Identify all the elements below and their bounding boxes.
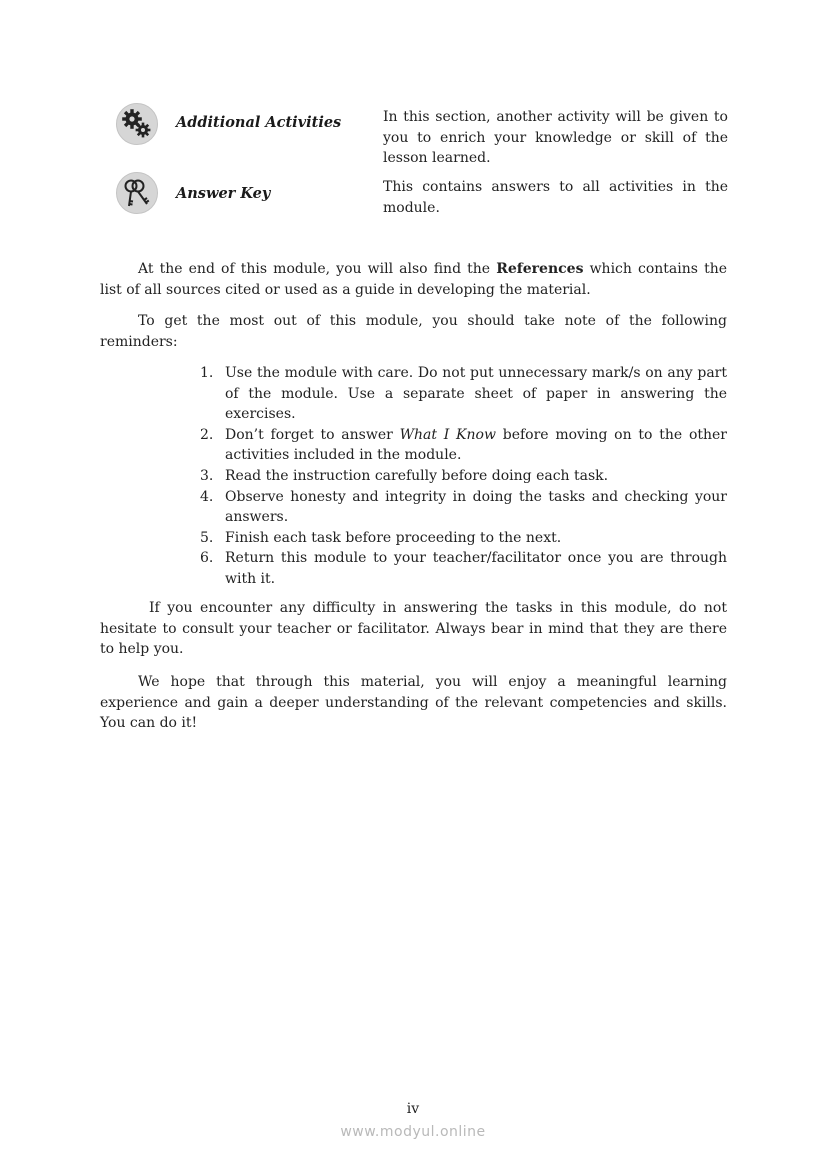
- references-bold-term: References: [496, 261, 584, 277]
- keys-icon: [116, 172, 158, 214]
- legend-label: Answer Key: [176, 185, 271, 202]
- difficulty-paragraph: If you encounter any difficulty in answering the tasks in this module, do not hesitate to consult your teacher or facilitator. Always bear in mind that they are there to help you.: [100, 600, 727, 658]
- intro-paragraph: To get the most out of this module, you should take note of the following reminders:: [100, 313, 727, 350]
- list-item-number: 3.: [200, 467, 214, 484]
- page-number: iv: [406, 1101, 420, 1117]
- list-item: [200, 528, 727, 549]
- watermark-link[interactable]: www.modyul.online: [340, 1124, 486, 1140]
- list-item-number: 5.: [200, 529, 214, 546]
- list-item-text-after: before moving on to the other activities included in the module.: [225, 426, 727, 464]
- list-item-number: 6.: [200, 550, 214, 567]
- list-item-text: Read the instruction carefully before doing each task.: [225, 467, 609, 484]
- references-paragraph: [100, 259, 727, 300]
- list-item-number: 2.: [200, 426, 214, 443]
- list-item-italic-term: What I Know: [399, 426, 496, 443]
- list-item-number: 1.: [200, 365, 214, 381]
- list-item: [200, 425, 727, 466]
- references-text-after: which contains the list of all sources cited or used as a guide in developing the material.: [100, 261, 727, 298]
- list-item-text: Use the module with care. Do not put unnecessary mark/s on any part of the module. Use a separate sheet of paper in answering the exercises.: [225, 365, 727, 423]
- legend-label: Additional Activities: [176, 114, 342, 131]
- list-item-text: Finish each task before proceeding to the next.: [225, 529, 562, 546]
- gears-icon: [116, 103, 158, 145]
- list-item: [200, 487, 727, 528]
- list-item: [200, 548, 727, 589]
- references-text-before: At the end of this module, you will also find the: [138, 261, 497, 277]
- list-item-text-before: Don’t forget to answer: [225, 426, 400, 443]
- list-item-text: Observe honesty and integrity in doing the tasks and checking your answers.: [225, 488, 727, 526]
- legend-description: In this section, another activity will be given to you to enrich your knowledge or skill of the lesson learned.: [383, 109, 728, 166]
- list-item: [200, 466, 727, 487]
- list-item-number: 4.: [200, 488, 214, 505]
- list-item: [200, 363, 727, 425]
- legend-description: This contains answers to all activities in the module.: [383, 179, 728, 216]
- reminders-list: [200, 363, 727, 590]
- list-item-text: Return this module to your teacher/facilitator once you are through with it.: [225, 550, 727, 587]
- closing-paragraph: We hope that through this material, you will enjoy a meaningful learning experience and gain a deeper understanding of the relevant competencies and skills. You can do it!: [100, 674, 727, 732]
